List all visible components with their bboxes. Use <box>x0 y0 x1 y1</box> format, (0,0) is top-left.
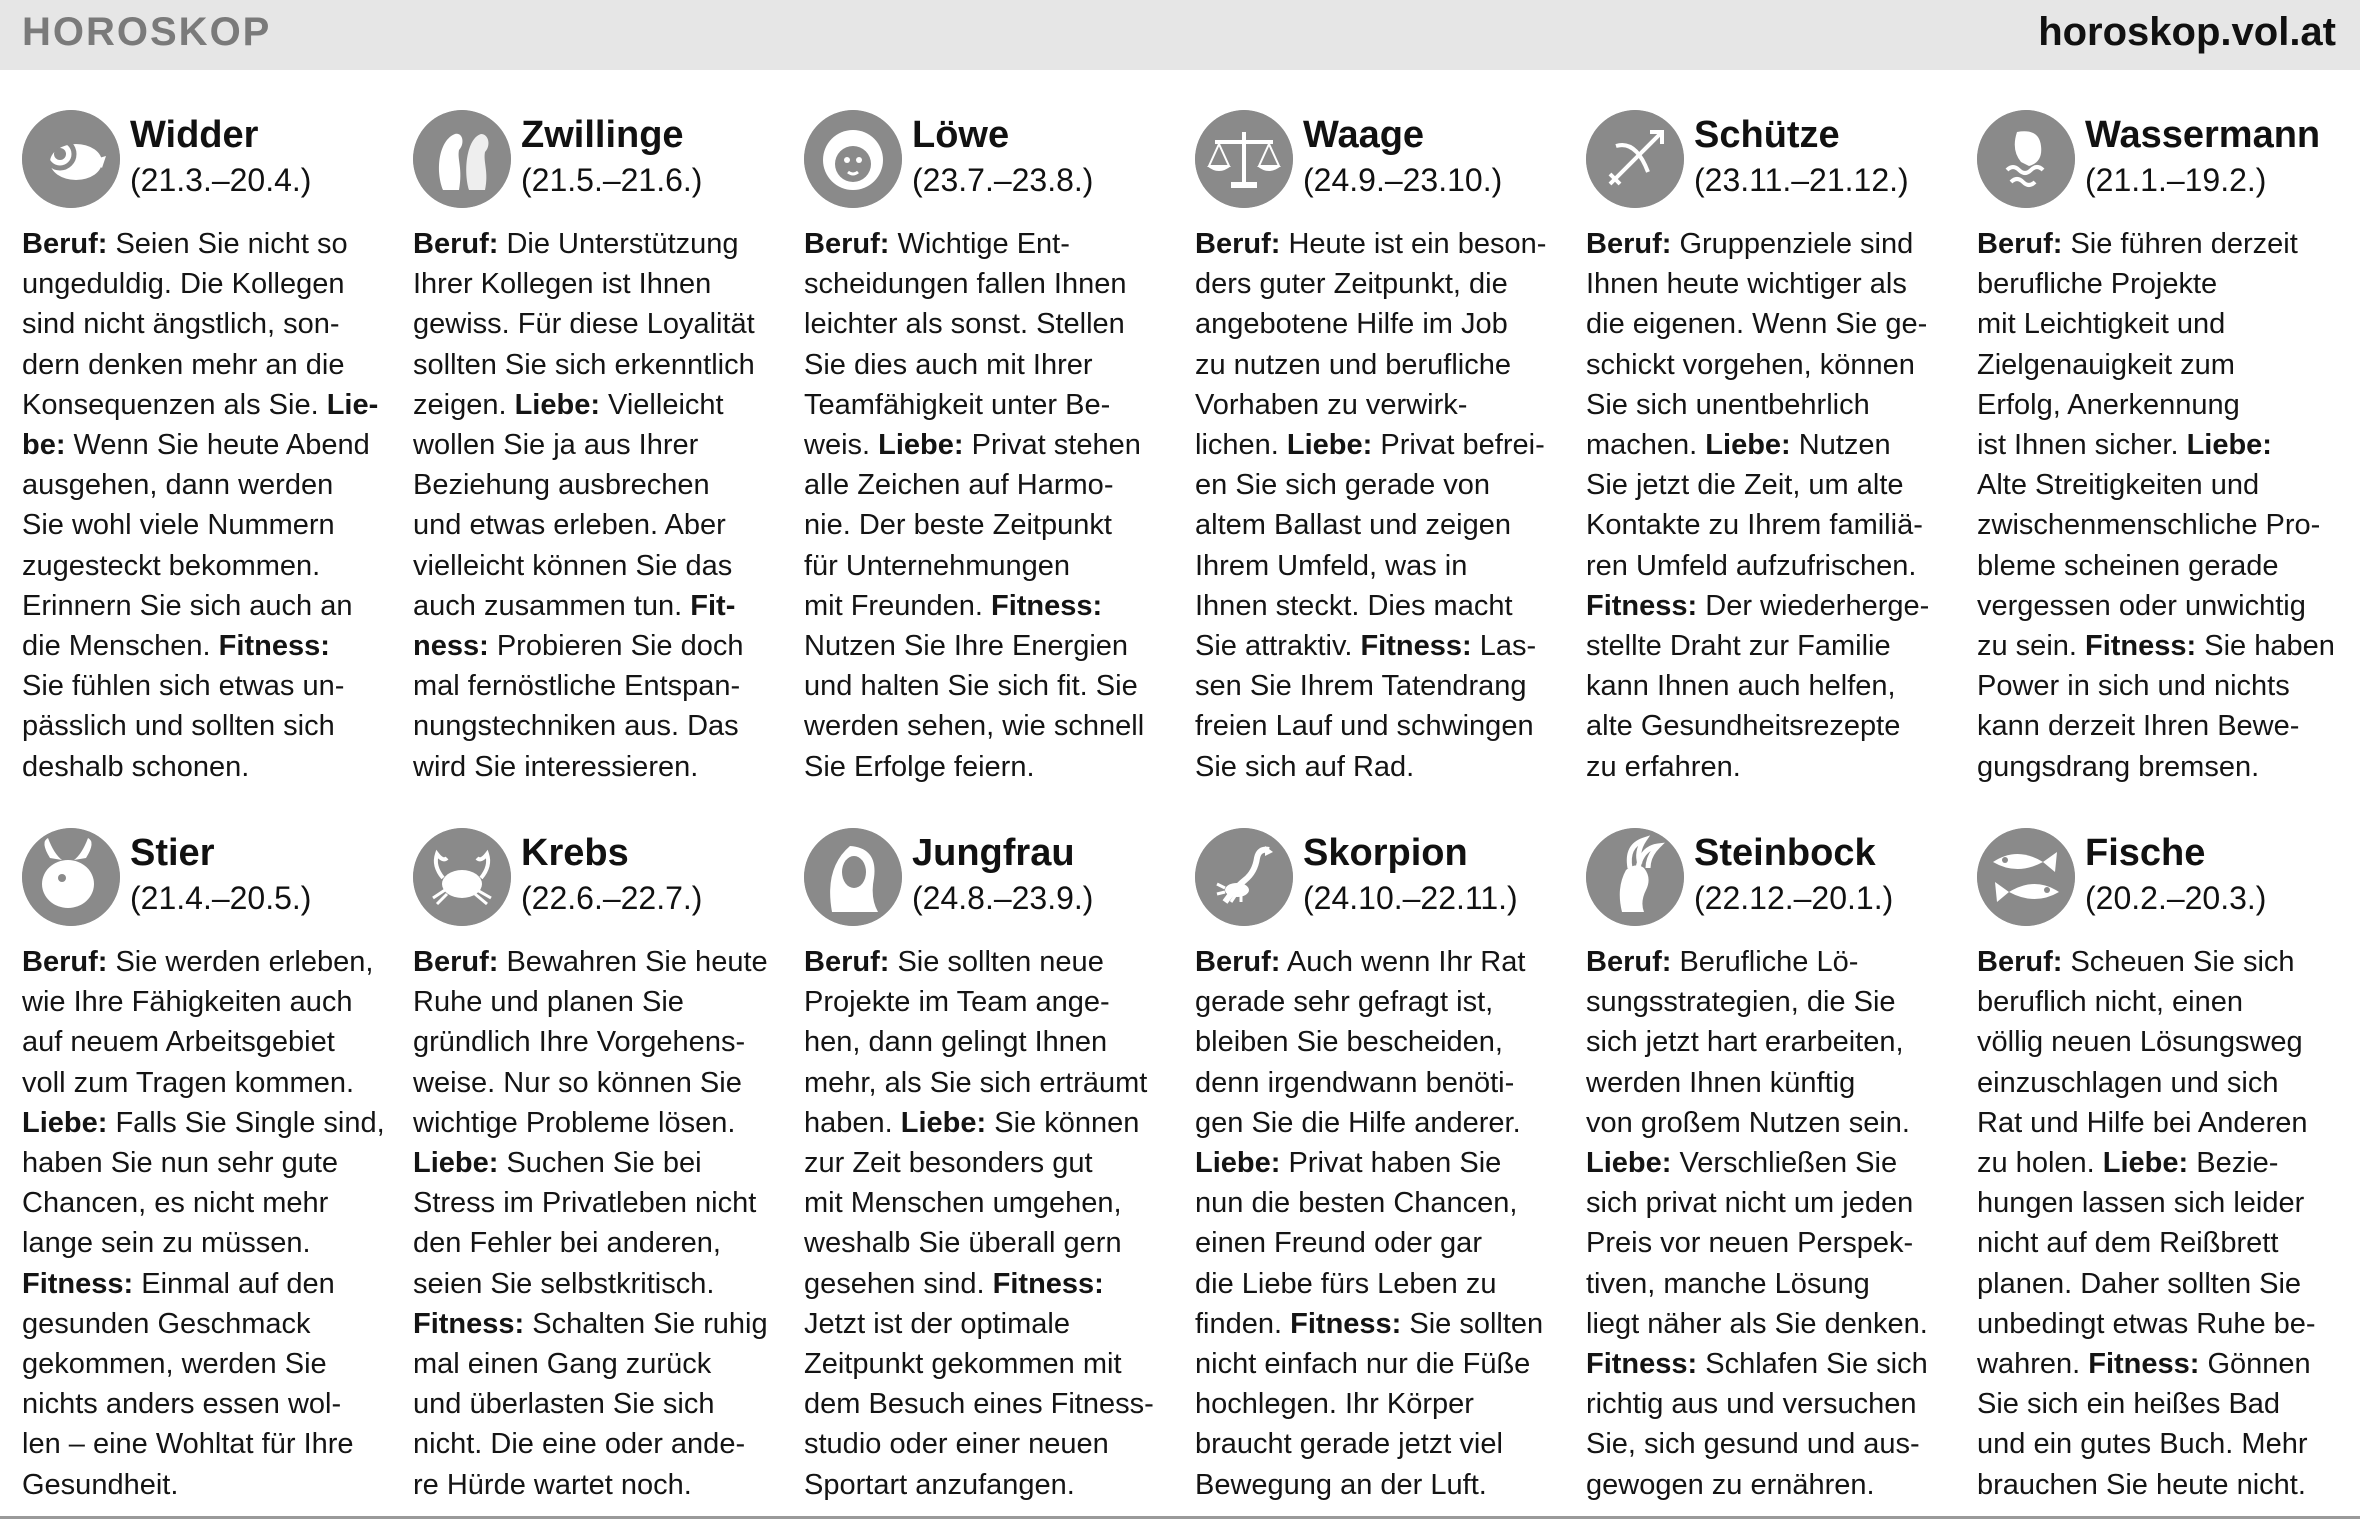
sign-dates: (24.10.–22.11.) <box>1303 880 1518 916</box>
site-url[interactable]: horoskop.vol.at <box>2038 10 2336 54</box>
sign-text: Beruf: Bewahren Sie heute Ruhe und planen Sie gründlich Ihre Vorgehens- weise. Nur so können Sie wichtige Probleme lösen. Liebe: Suchen Sie bei Stress im Privatleben nicht den Fehler bei anderen, seien Sie selbstkritisch. Fitness: Schalten Sie ruhig mal einen Gang zurück und überlasten Sie sich nicht. Die eine oder ande- re Hürde wartet noch. <box>413 946 768 1501</box>
sign-dates: (24.9.–23.10.) <box>1303 162 1503 198</box>
ram-icon <box>22 110 120 208</box>
sign-skorpion <box>1195 828 1565 1505</box>
sign-name: Zwillinge <box>521 114 684 156</box>
sign-dates: (22.6.–22.7.) <box>521 880 703 916</box>
page-title: HOROSKOP <box>22 10 272 54</box>
sign-widder <box>22 110 392 787</box>
sign-zwillinge <box>413 110 783 787</box>
water-bearer-icon <box>1977 110 2075 208</box>
sign-name: Widder <box>130 114 259 156</box>
sign-krebs <box>413 828 783 1505</box>
fish-icon <box>1977 828 2075 926</box>
sign-loewe <box>804 110 1174 787</box>
sign-name: Steinbock <box>1694 832 1876 874</box>
scorpion-icon <box>1195 828 1293 926</box>
sign-wassermann <box>1977 110 2347 787</box>
sign-name: Löwe <box>912 114 1010 156</box>
sign-name: Skorpion <box>1303 832 1468 874</box>
page-header <box>0 0 2360 70</box>
sign-waage <box>1195 110 1565 787</box>
sign-text: Beruf: Scheuen Sie sich beruflich nicht, einen völlig neuen Lösungsweg einzuschlagen und sich Rat und Hilfe bei Anderen zu holen. Liebe: Bezie- hungen lassen sich leider nicht auf dem Reißbrett planen. Daher sollten Sie unbedingt etwas Ruhe be- wahren. Fitness: Gönnen Sie sich ein heißes Bad und ein gutes Buch. Mehr brauchen Sie heute nicht. <box>1977 946 2316 1501</box>
goat-icon <box>1586 828 1684 926</box>
sign-stier <box>22 828 392 1505</box>
sign-jungfrau <box>804 828 1174 1505</box>
sign-schuetze <box>1586 110 1956 787</box>
sign-steinbock <box>1586 828 1956 1505</box>
sign-name: Schütze <box>1694 114 1840 156</box>
sign-dates: (21.4.–20.5.) <box>130 880 312 916</box>
twins-icon <box>413 110 511 208</box>
sign-dates: (20.2.–20.3.) <box>2085 880 2267 916</box>
sign-text: Beruf: Heute ist ein beson- ders guter Zeitpunkt, die angebotene Hilfe im Job zu nutzen und berufliche Vorhaben zu verwirk- lichen. Liebe: Privat befrei- en Sie sich gerade von altem Ballast und zeigen Ihrem Umfeld, was in Ihnen steckt. Dies macht Sie attraktiv. Fitness: Las- sen Sie Ihrem Tatendrang freien Lauf und schwingen Sie sich auf Rad. <box>1195 228 1547 783</box>
sign-text: Beruf: Auch wenn Ihr Rat gerade sehr gefragt ist, bleiben Sie bescheiden, denn irgendwann benöti- gen Sie die Hilfe anderer. Liebe: Privat haben Sie nun die besten Chancen, einen Freund oder gar die Liebe fürs Leben zu finden. Fitness: Sie sollten nicht einfach nur die Füße hochlegen. Ihr Körper braucht gerade jetzt viel Bewegung an der Luft. <box>1195 946 1544 1501</box>
lion-icon <box>804 110 902 208</box>
sign-dates: (23.11.–21.12.) <box>1694 162 1909 198</box>
bull-icon <box>22 828 120 926</box>
sign-text: Beruf: Berufliche Lö- sungsstrategien, die Sie sich jetzt hart erarbeiten, werden Ihnen künftig von großem Nutzen sein. Liebe: Verschließen Sie sich privat nicht um jeden Preis vor neuen Perspek- tiven, manche Lösung liegt näher als Sie denken. Fitness: Schlafen Sie sich richtig aus und versuchen Sie, sich gesund und aus- gewogen zu ernähren. <box>1586 946 1928 1501</box>
sign-text: Beruf: Wichtige Ent- scheidungen fallen Ihnen leichter als sonst. Stellen Sie dies auch mit Ihrer Teamfähigkeit unter Be- weis. Liebe: Privat stehen alle Zeichen auf Harmo- nie. Der beste Zeitpunkt für Unternehmungen mit Freunden. Fitness: Nutzen Sie Ihre Energien und halten Sie sich fit. Sie werden sehen, wie schnell Sie Erfolge feiern. <box>804 228 1145 783</box>
bottom-divider <box>0 1516 2360 1519</box>
sign-text: Beruf: Gruppenziele sind Ihnen heute wichtiger als die eigenen. Wenn Sie ge- schickt vorgehen, können Sie sich unentbehrlich machen. Liebe: Nutzen Sie jetzt die Zeit, um alte Kontakte zu Ihrem familiä- ren Umfeld aufzufrischen. Fitness: Der wiederherge- stellte Draht zur Familie kann Ihnen auch helfen, alte Gesundheitsrezepte zu erfahren. <box>1586 228 1930 783</box>
sign-name: Krebs <box>521 832 629 874</box>
scales-icon <box>1195 110 1293 208</box>
sign-dates: (21.3.–20.4.) <box>130 162 312 198</box>
sign-text: Beruf: Sie sollten neue Projekte im Team ange- hen, dann gelingt Ihnen mehr, als Sie sich erträumt haben. Liebe: Sie können zur Zeit besonders gut mit Menschen umgehen, weshalb Sie überall gern gesehen sind. Fitness: Jetzt ist der optimale Zeitpunkt gekommen mit dem Besuch eines Fitness- studio oder einer neuen Sportart anzufangen. <box>804 946 1154 1501</box>
sign-dates: (21.5.–21.6.) <box>521 162 703 198</box>
sign-text: Beruf: Sie führen derzeit berufliche Projekte mit Leichtigkeit und Zielgenauigkeit zum Erfolg, Anerkennung ist Ihnen sicher. Liebe: Alte Streitigkeiten und zwischenmenschliche Pro- bleme scheinen gerade vergessen oder unwichtig zu sein. Fitness: Sie haben Power in sich und nichts kann derzeit Ihren Bewe- gungsdrang bremsen. <box>1977 228 2335 783</box>
sign-name: Jungfrau <box>912 832 1075 874</box>
sign-text: Beruf: Die Unterstützung Ihrer Kollegen ist Ihnen gewiss. Für diese Loyalität sollten Sie sich erkenntlich zeigen. Liebe: Vielleicht wollen Sie ja aus Ihrer Beziehung ausbrechen und etwas erleben. Aber vielleicht können Sie das auch zusammen tun. Fit- ness: Probieren Sie doch mal fernöstliche Entspan- nungstechniken aus. Das wird Sie interessieren. <box>413 228 755 783</box>
sign-name: Waage <box>1303 114 1425 156</box>
sign-fische <box>1977 828 2347 1505</box>
sign-text: Beruf: Seien Sie nicht so ungeduldig. Die Kollegen sind nicht ängstlich, son- dern denken mehr an die Konsequenzen als Sie. Lie- be: Wenn Sie heute Abend ausgehen, dann werden Sie wohl viele Nummern zugesteckt bekommen. Erinnern Sie sich auch an die Menschen. Fitness: Sie fühlen sich etwas un- pässlich und sollten sich deshalb schonen. <box>22 228 379 783</box>
sign-dates: (24.8.–23.9.) <box>912 880 1094 916</box>
sign-name: Stier <box>130 832 215 874</box>
archer-icon <box>1586 110 1684 208</box>
sign-name: Wassermann <box>2085 114 2321 156</box>
sign-dates: (22.12.–20.1.) <box>1694 880 1894 916</box>
sign-dates: (23.7.–23.8.) <box>912 162 1094 198</box>
sign-name: Fische <box>2085 832 2206 874</box>
sign-text: Beruf: Sie werden erleben, wie Ihre Fähigkeiten auch auf neuem Arbeitsgebiet voll zum Tragen kommen. Liebe: Falls Sie Single sind, haben Sie nun sehr gute Chancen, es nicht mehr lange sein zu müssen. Fitness: Einmal auf den gesunden Geschmack gekommen, werden Sie nichts anders essen wol- len – eine Wohltat für Ihre Gesundheit. <box>22 946 385 1501</box>
sign-dates: (21.1.–19.2.) <box>2085 162 2267 198</box>
crab-icon <box>413 828 511 926</box>
virgin-icon <box>804 828 902 926</box>
